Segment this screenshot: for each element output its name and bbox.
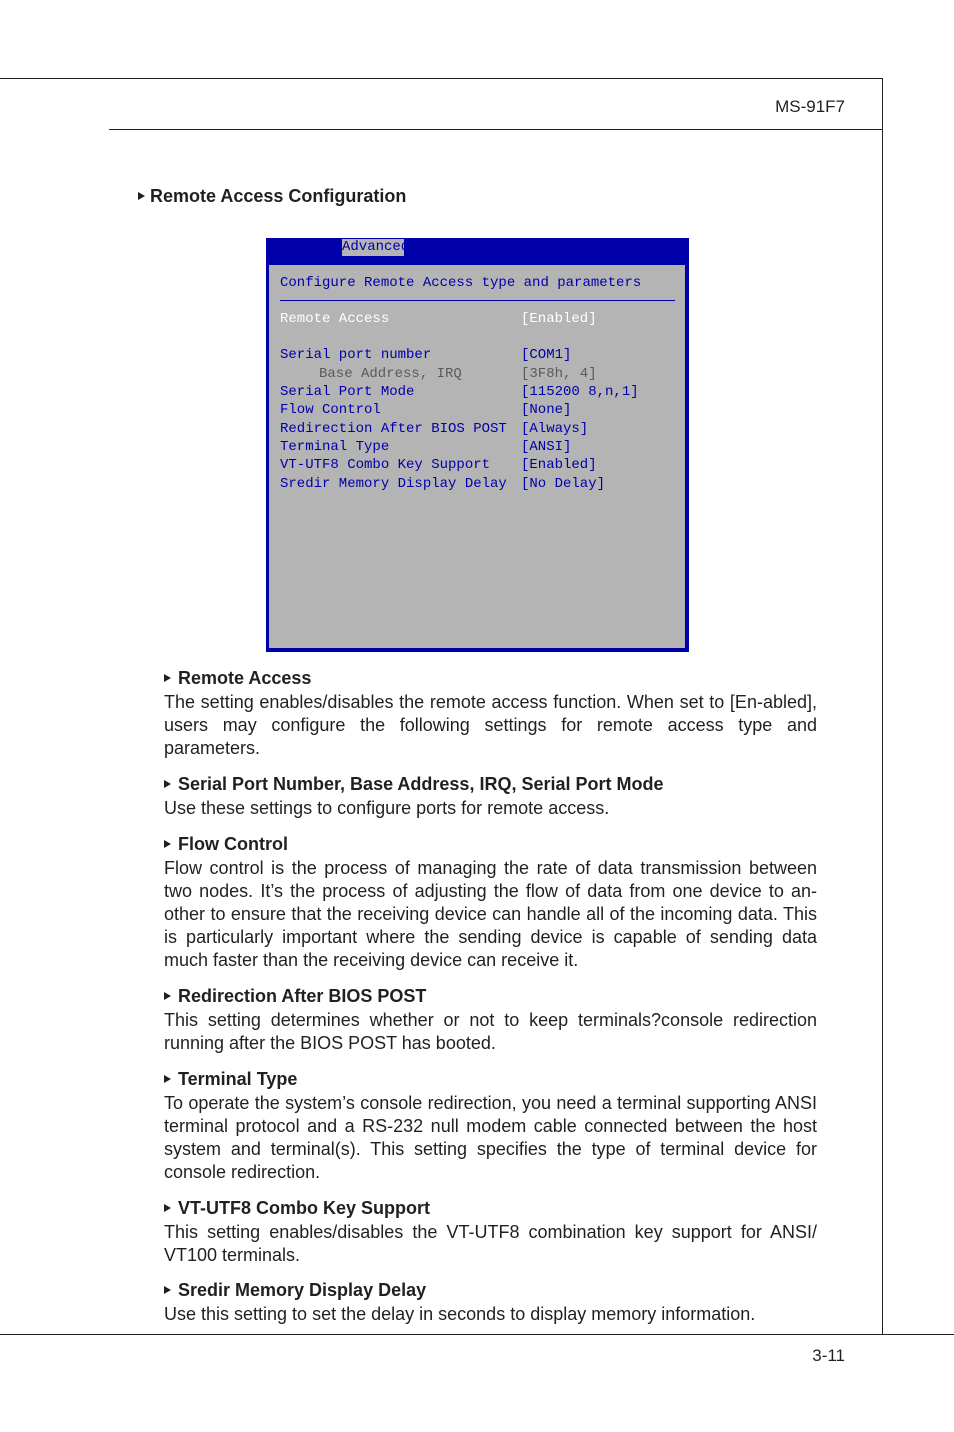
item-title: Sredir Memory Display Delay (178, 1280, 427, 1300)
item-body: Flow control is the process of managing the rate of data transmission between two nodes. It’s the process of adjusting the flow of data from one device to an-other to ensure that the receiving device can handle all of the incoming data. This is particularly important where the sending device is capable of sending data much faster than the receiving device can receive it. (164, 858, 817, 970)
item-redirection (164, 985, 817, 1055)
setting-serial-port-number-label[interactable]: Serial port number (280, 347, 432, 363)
bullet-triangle-icon (164, 1075, 171, 1083)
setting-terminal-type-label[interactable]: Terminal Type (280, 439, 390, 455)
setting-base-address-label: Base Address, IRQ (319, 366, 462, 382)
item-body: To operate the system’s console redirection, you need a terminal supporting ANSI terminal protocol and a RS-232 null modem cable connected between the host system and terminal(s). This setting specifies the type of terminal device for console redirection. (164, 1093, 817, 1182)
right-rule (882, 78, 883, 1334)
bullet-triangle-icon (138, 192, 145, 200)
section-title (138, 186, 406, 207)
item-body: This setting enables/disables the VT-UTF8 combination key support for ANSI/ VT100 terminals. (164, 1222, 817, 1265)
item-sredir-delay (164, 1279, 817, 1326)
setting-serial-port-mode-label[interactable]: Serial Port Mode (280, 384, 415, 400)
item-body: This setting determines whether or not to keep terminals?console redirection running after the BIOS POST has booted. (164, 1010, 817, 1053)
item-terminal-type (164, 1068, 817, 1184)
bullet-triangle-icon (164, 1204, 171, 1212)
item-body: Use these settings to configure ports for remote access. (164, 798, 610, 818)
bullet-triangle-icon (164, 992, 171, 1000)
setting-redirection-label[interactable]: Redirection After BIOS POST (280, 421, 507, 437)
bullet-triangle-icon (164, 674, 171, 682)
bios-tab-bar (266, 238, 689, 256)
footer-rule (0, 1334, 954, 1335)
bios-screen (266, 238, 689, 652)
item-flow-control (164, 833, 817, 972)
section-title-text: Remote Access Configuration (150, 186, 407, 206)
item-vt-utf8 (164, 1197, 817, 1267)
setting-sredir-delay-label[interactable]: Sredir Memory Display Delay (280, 476, 507, 492)
model-number: MS-91F7 (775, 97, 845, 116)
top-rule (0, 78, 883, 79)
setting-serial-port-number-value[interactable]: [COM1] (521, 347, 572, 363)
item-serial-port (164, 773, 817, 820)
item-title: Flow Control (178, 834, 288, 854)
setting-vt-utf8-value[interactable]: [Enabled] (521, 457, 597, 473)
setting-flow-control-value[interactable]: [None] (521, 402, 572, 418)
setting-remote-access-label[interactable]: Remote Access (280, 311, 390, 327)
setting-sredir-delay-value[interactable]: [No Delay] (521, 476, 606, 492)
setting-flow-control-label[interactable]: Flow Control (280, 402, 381, 418)
item-title: Serial Port Number, Base Address, IRQ, Serial Port Mode (178, 774, 664, 794)
setting-terminal-type-value[interactable]: [ANSI] (521, 439, 572, 455)
bios-panel (269, 265, 685, 648)
item-title: Redirection After BIOS POST (178, 986, 427, 1006)
setting-base-address-value: [3F8h, 4] (521, 366, 597, 382)
setting-redirection-value[interactable]: [Always] (521, 421, 589, 437)
bios-separator (280, 300, 675, 301)
item-body: The setting enables/disables the remote access function. When set to [En-abled], users may configure the following settings for remote access type and parameters. (164, 692, 817, 758)
setting-serial-port-mode-value[interactable]: [115200 8,n,1] (521, 384, 639, 400)
tab-advanced[interactable]: Advanced (342, 239, 410, 255)
page-number: 3-11 (812, 1346, 845, 1365)
setting-remote-access-value[interactable]: [Enabled] (521, 311, 597, 327)
item-title: Remote Access (178, 668, 312, 688)
setting-vt-utf8-label[interactable]: VT-UTF8 Combo Key Support (280, 457, 491, 473)
item-title: Terminal Type (178, 1069, 298, 1089)
item-body: Use this setting to set the delay in seconds to display memory information. (164, 1304, 756, 1324)
item-title: VT-UTF8 Combo Key Support (178, 1198, 430, 1218)
bios-heading: Configure Remote Access type and parameters (280, 275, 642, 291)
bullet-triangle-icon (164, 840, 171, 848)
item-remote-access (164, 667, 817, 760)
header-underline (109, 129, 883, 130)
bullet-triangle-icon (164, 1286, 171, 1294)
bullet-triangle-icon (164, 780, 171, 788)
